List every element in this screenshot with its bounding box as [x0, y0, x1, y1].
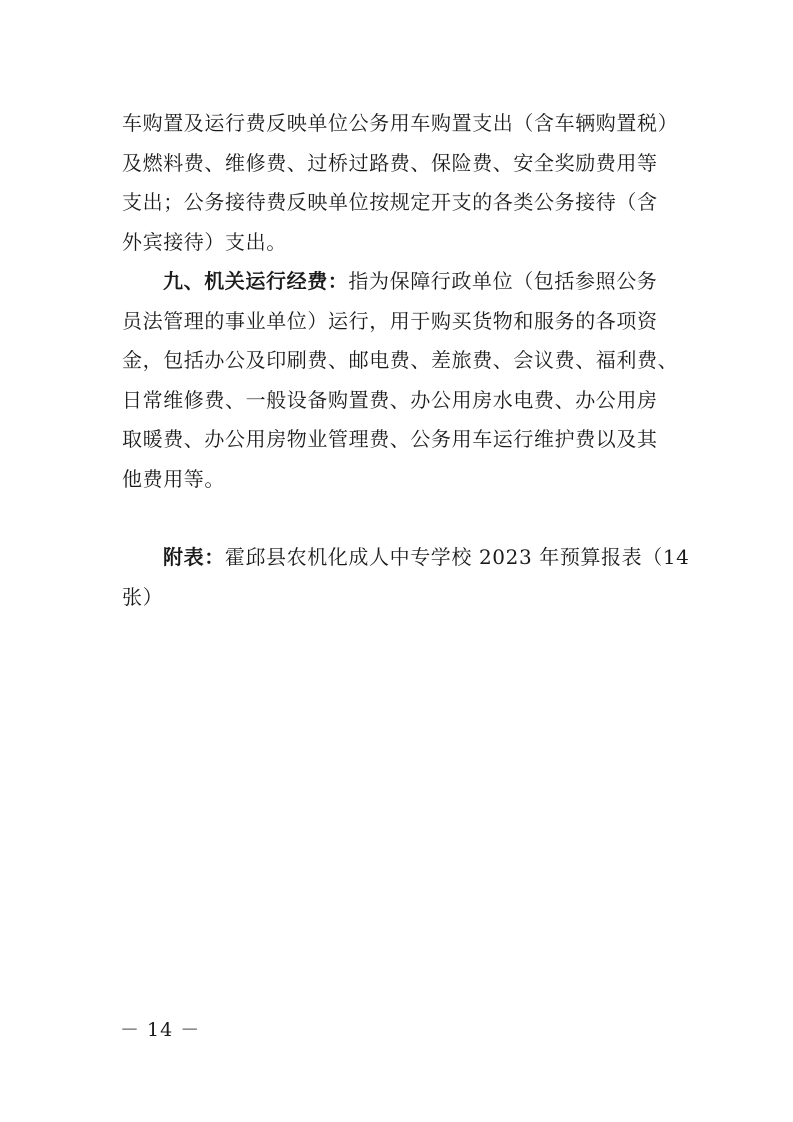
- text-line: [122, 538, 690, 578]
- text-line: 车购置及运行费反映单位公务用车购置支出（含车辆购置税）: [122, 111, 679, 135]
- text-line: 员法管理的事业单位）运行，用于购买货物和服务的各项资: [122, 308, 658, 333]
- text-line: 金，包括办公及印刷费、邮电费、差旅费、会议费、福利费、: [122, 348, 679, 372]
- paragraph-spacer: [122, 499, 675, 538]
- text-line: [122, 262, 675, 302]
- attachment-label: 附表：: [163, 545, 225, 569]
- text-line: 他费用等。: [122, 466, 225, 491]
- text-line: 取暖费、办公用房物业管理费、公务用车运行维护费以及其: [122, 427, 658, 451]
- text-line: 支出；公务接待费反映单位按规定开支的各类公务接待（含: [122, 190, 658, 214]
- text-line: 张）: [122, 584, 164, 609]
- attachment-title: 霍邱县农机化成人中专学校 2023 年预算报表（14: [224, 545, 690, 569]
- text-line: 及燃料费、维修费、过桥过路费、保险费、安全奖励费用等: [122, 150, 658, 175]
- document-body: [122, 104, 690, 617]
- section-heading: 九、机关运行经费：: [163, 269, 349, 293]
- text-line: 日常维修费、一般设备购置费、办公用房水电费、办公用房: [122, 387, 658, 412]
- paragraph-vehicle-and-reception-costs: [122, 104, 679, 262]
- paragraph-operating-expenses: [122, 262, 679, 499]
- paragraph-attachment: [122, 538, 690, 617]
- heading-continuation: 指为保障行政单位（包括参照公务: [348, 269, 658, 293]
- text-line: 外宾接待）支出。: [122, 229, 287, 254]
- page-number: － 14 －: [120, 1019, 201, 1041]
